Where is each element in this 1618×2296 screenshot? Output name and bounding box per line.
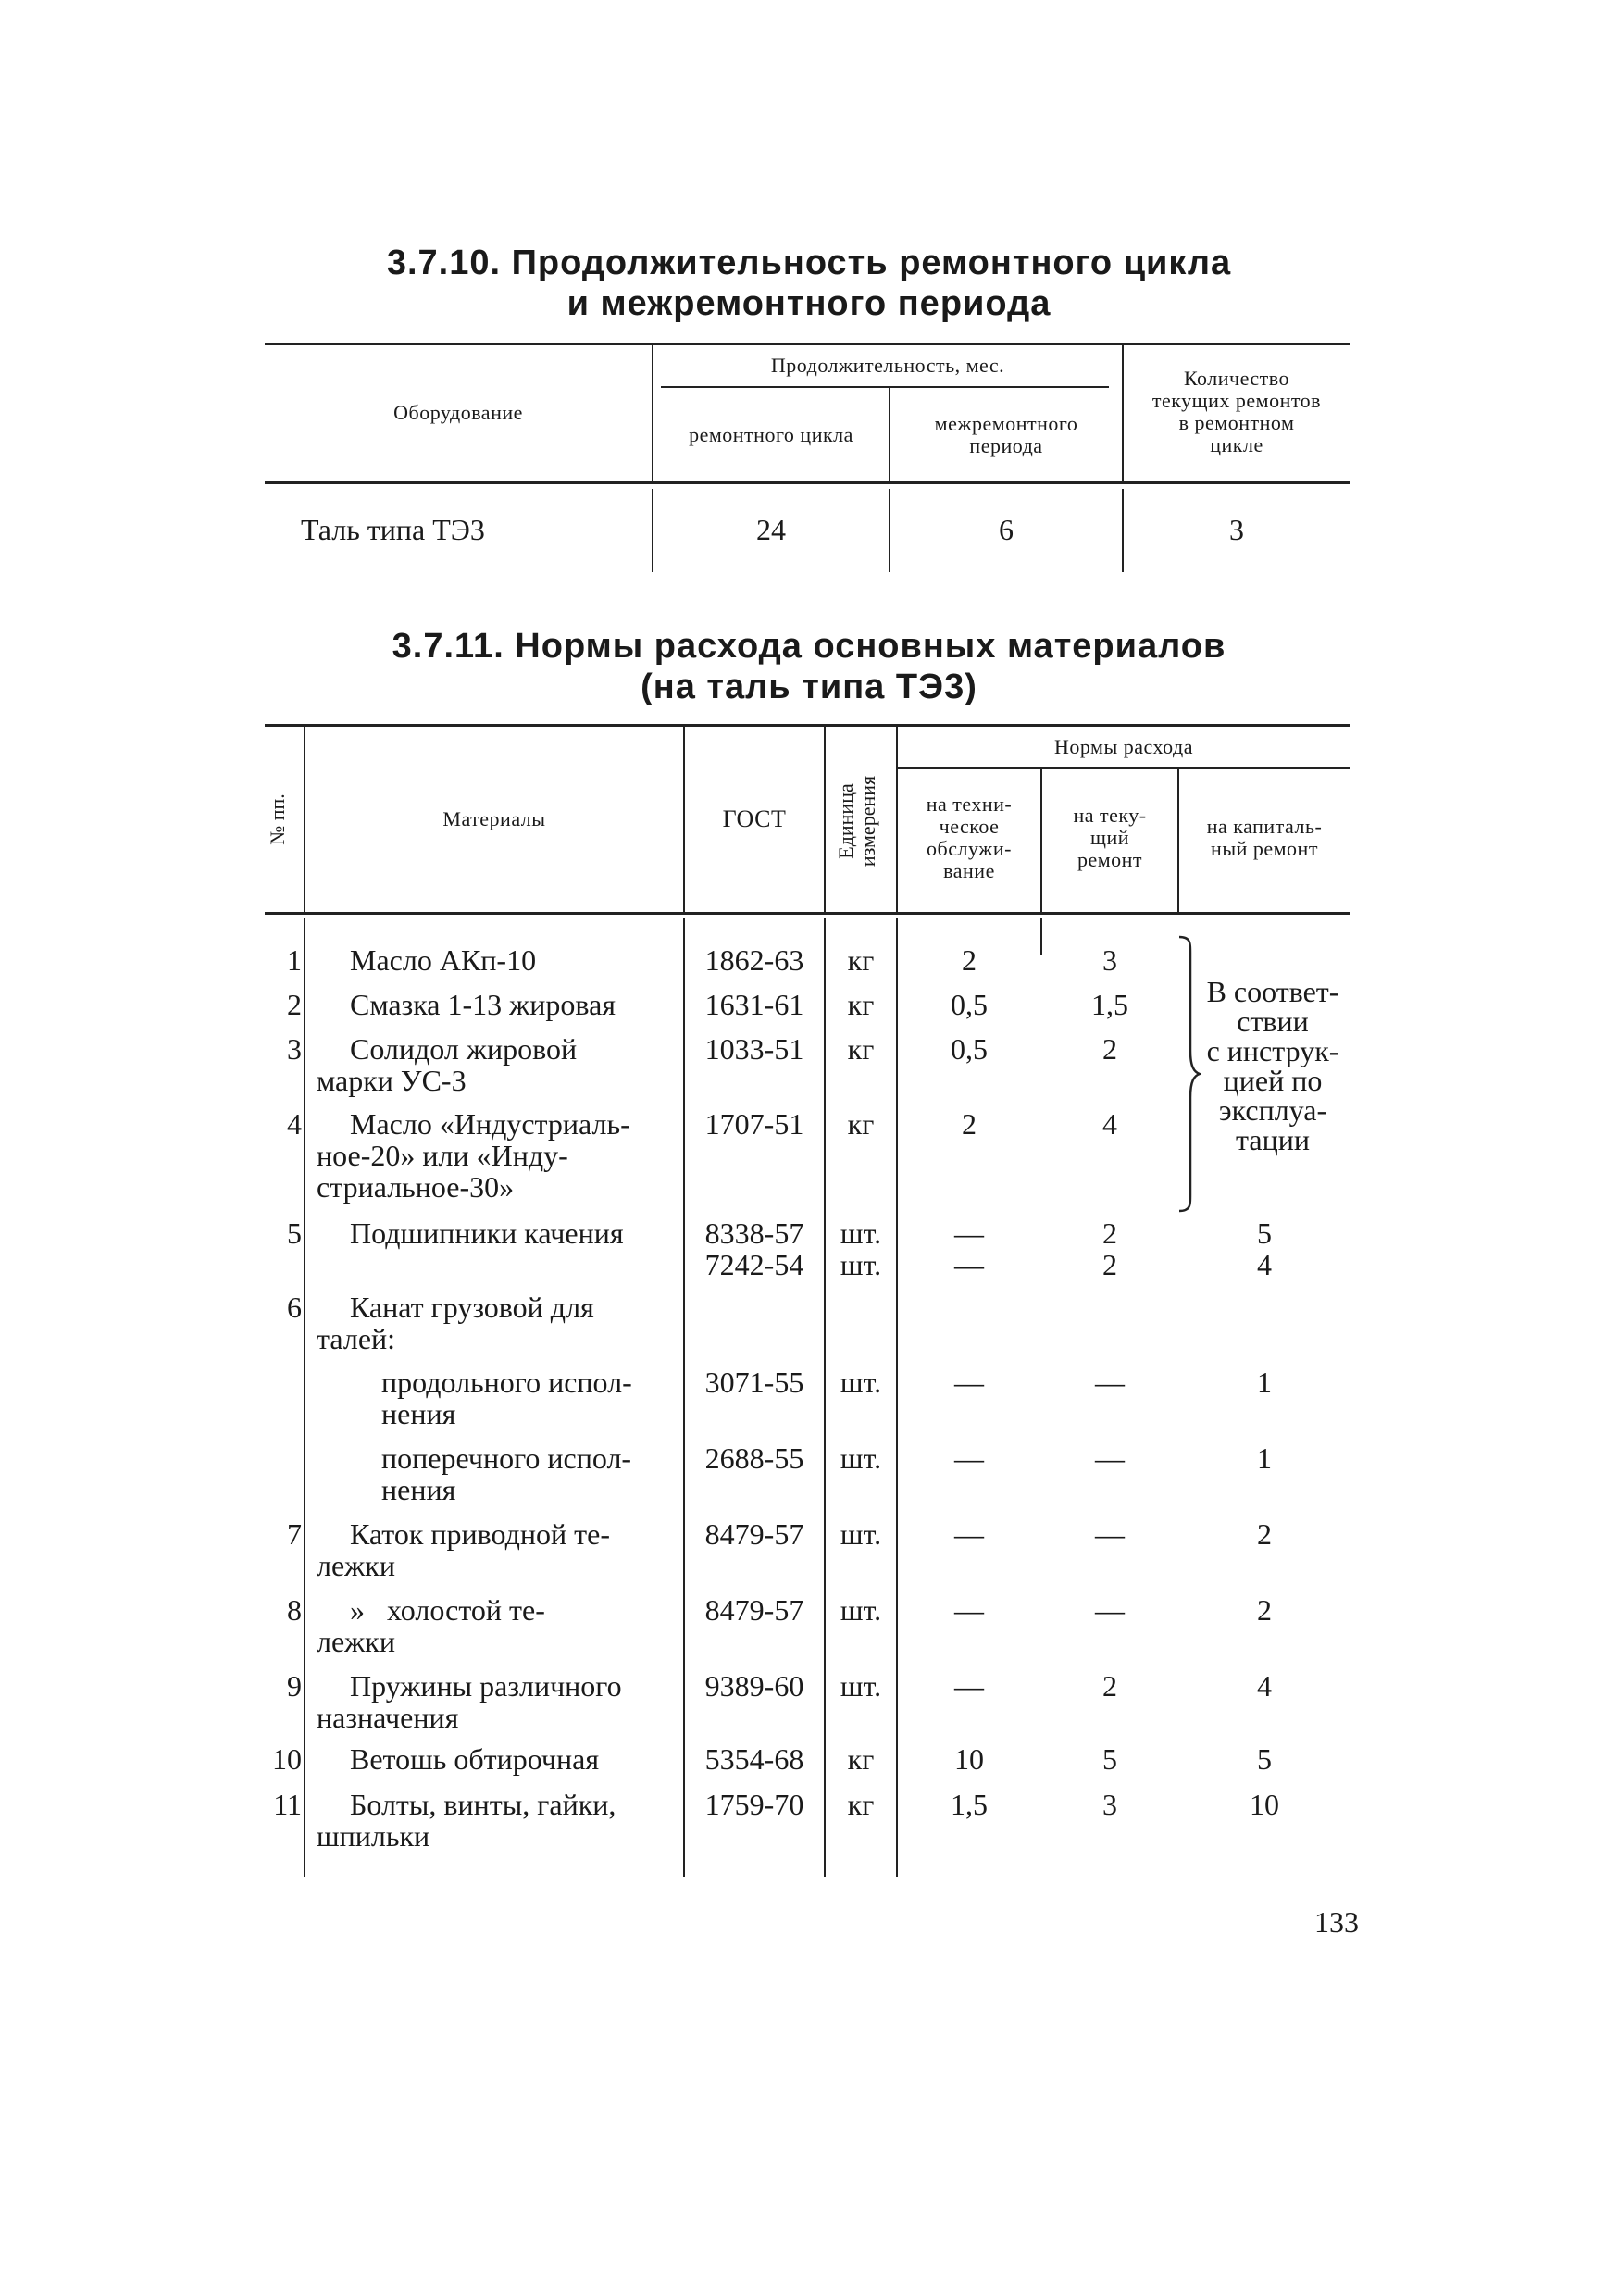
- row-material: шпильки: [317, 1819, 430, 1853]
- row-material: стриальное-30»: [317, 1170, 515, 1204]
- row-maint: 2: [962, 943, 977, 977]
- row-gost: 1759-70: [704, 1788, 804, 1821]
- brace-note: [1194, 977, 1351, 1154]
- row-current: 2: [1102, 1032, 1117, 1066]
- header-maintenance-line: вание: [943, 859, 995, 882]
- row-number: 8: [287, 1593, 302, 1627]
- row-number: 9: [287, 1669, 302, 1703]
- row-unit: кг: [847, 1032, 875, 1066]
- row-maint: 1,5: [951, 1788, 988, 1821]
- row-material: нения: [381, 1397, 456, 1430]
- header-no: № пп.: [266, 793, 289, 845]
- row-gost: 1033-51: [704, 1032, 804, 1066]
- row-gost: 9389-60: [704, 1669, 804, 1703]
- row-number: 7: [287, 1517, 302, 1551]
- brace-note-line: ствии: [1237, 1004, 1309, 1038]
- header-repair-cycle: ремонтного цикла: [689, 422, 853, 446]
- row-number: 10: [272, 1742, 302, 1776]
- header-maintenance-line: обслужи-: [927, 837, 1012, 860]
- row-gost: 1631-61: [704, 988, 804, 1021]
- table1-header-rule: [265, 481, 1350, 484]
- row-material: Болты, винты, гайки,: [350, 1788, 616, 1821]
- row-maint: 10: [954, 1742, 984, 1776]
- row-material: Масло АКп-10: [350, 943, 537, 977]
- row-capital: 1: [1257, 1366, 1272, 1399]
- row-current: —: [1095, 1517, 1125, 1551]
- row-material: лежки: [317, 1625, 395, 1658]
- row-material: талей:: [317, 1322, 396, 1355]
- row-current: 3: [1102, 943, 1117, 977]
- row-material: » холостой те-: [350, 1593, 545, 1627]
- header-capital-line: на капиталь-: [1206, 815, 1323, 838]
- header-unit-line: измерения: [856, 775, 879, 867]
- row-gost: 8338-57: [704, 1217, 804, 1250]
- row-current: 5: [1102, 1742, 1117, 1776]
- row-gost: 7242-54: [704, 1248, 804, 1281]
- row-gost: 8479-57: [704, 1593, 804, 1627]
- header-maintenance-line: ческое: [939, 815, 1000, 838]
- header-equipment: Оборудование: [393, 401, 523, 424]
- row-number: 11: [273, 1788, 302, 1821]
- row-unit: шт.: [840, 1441, 882, 1475]
- row-unit: кг: [847, 1788, 875, 1821]
- row-maint: —: [954, 1248, 984, 1281]
- row-capital: 10: [1250, 1788, 1279, 1821]
- section1-title-line2: и межремонтного периода: [566, 284, 1052, 323]
- row-unit: шт.: [840, 1593, 882, 1627]
- row-material: Пружины различного: [350, 1669, 622, 1703]
- row-capital: 5: [1257, 1217, 1272, 1250]
- row-current: 2: [1102, 1669, 1117, 1703]
- row-unit: шт.: [840, 1366, 882, 1399]
- section2-title-line2: (на таль типа ТЭ3): [641, 668, 977, 706]
- row-maint: —: [954, 1217, 984, 1250]
- row-capital: 2: [1257, 1517, 1272, 1551]
- row-material: Канат грузовой для: [350, 1291, 594, 1324]
- row-gost: 8479-57: [704, 1517, 804, 1551]
- row-number: 6: [287, 1291, 302, 1324]
- row-number: 4: [287, 1107, 302, 1141]
- row-material: назначения: [317, 1701, 459, 1734]
- row-equipment: Таль типа ТЭ3: [301, 513, 485, 546]
- row-material: лежки: [317, 1549, 395, 1582]
- row-maint: 0,5: [951, 1032, 988, 1066]
- header-maintenance-line: на техни-: [926, 792, 1013, 816]
- row-unit: кг: [847, 1742, 875, 1776]
- row-unit: шт.: [840, 1217, 882, 1250]
- row-unit: шт.: [840, 1248, 882, 1281]
- header-current-repairs-line: Количество: [1183, 367, 1290, 390]
- row-capital: 5: [1257, 1742, 1272, 1776]
- header-current-repairs-line: цикле: [1210, 433, 1263, 456]
- row-capital: 4: [1257, 1669, 1272, 1703]
- header-current-line: на теку-: [1073, 804, 1147, 827]
- row-maint: —: [954, 1366, 984, 1399]
- row-number: 2: [287, 988, 302, 1021]
- brace-note-line: с инструк-: [1206, 1034, 1339, 1067]
- header-current-repairs-line: в ремонтном: [1178, 411, 1295, 434]
- row-material: Ветошь обтирочная: [350, 1742, 600, 1776]
- row-current: —: [1095, 1366, 1125, 1399]
- page-number: 133: [1314, 1905, 1359, 1939]
- header-current: [1042, 792, 1177, 884]
- header-materials: Материалы: [442, 807, 546, 830]
- header-current-line: щий: [1090, 826, 1129, 849]
- row-current: —: [1095, 1593, 1125, 1627]
- row-material: Масло «Индустриаль-: [350, 1107, 630, 1141]
- row-gost: 1707-51: [704, 1107, 804, 1141]
- row-current: 2: [1102, 1248, 1117, 1281]
- row-unit: кг: [847, 943, 875, 977]
- row-current: 3: [1102, 1788, 1117, 1821]
- row-capital: 1: [1257, 1441, 1272, 1475]
- header-interrepair-line: периода: [969, 434, 1043, 457]
- brace-note-line: эксплуа-: [1218, 1093, 1327, 1127]
- row-capital: 4: [1257, 1248, 1272, 1281]
- header-interrepair-line: межремонтного: [934, 412, 1078, 435]
- row-gost: 5354-68: [704, 1742, 804, 1776]
- header-current-repairs: [1124, 356, 1350, 468]
- row-number: 3: [287, 1032, 302, 1066]
- header-current-line: ремонт: [1077, 848, 1143, 871]
- row-gost: 2688-55: [704, 1441, 804, 1475]
- row-material: поперечного испол-: [381, 1441, 632, 1475]
- header-gost: ГОСТ: [722, 805, 787, 832]
- header-capital-line: ный ремонт: [1211, 837, 1318, 860]
- table2-header-rule: [265, 912, 1350, 915]
- header-capital: [1179, 805, 1350, 870]
- row-number: 5: [287, 1217, 302, 1250]
- header-unit-line: Единица: [834, 783, 857, 859]
- row-maint: 2: [962, 1107, 977, 1141]
- row-current: 1,5: [1091, 988, 1128, 1021]
- row-capital: 2: [1257, 1593, 1272, 1627]
- row-maint: —: [954, 1593, 984, 1627]
- brace-note-line: цией по: [1223, 1064, 1323, 1097]
- row-material: Солидол жировой: [350, 1032, 578, 1066]
- table2-vrule: [824, 727, 826, 912]
- row-gost: 3071-55: [704, 1366, 804, 1399]
- row-material: Подшипники качения: [350, 1217, 624, 1250]
- row-material: Каток приводной те-: [350, 1517, 610, 1551]
- row-material: марки УС-3: [317, 1064, 467, 1097]
- row-current: 4: [1102, 1107, 1117, 1141]
- header-duration-group: Продолжительность, мес.: [770, 353, 1005, 377]
- section1-title-line1: 3.7.10. Продолжительность ремонтного цикла: [386, 243, 1232, 282]
- row-interrepair-period: 6: [999, 513, 1014, 546]
- row-unit: кг: [847, 1107, 875, 1141]
- row-material: ное-20» или «Инду-: [317, 1139, 568, 1172]
- row-material: продольного испол-: [381, 1366, 632, 1399]
- row-unit: шт.: [840, 1517, 882, 1551]
- row-gost: 1862-63: [704, 943, 804, 977]
- row-material: нения: [381, 1473, 456, 1506]
- header-maintenance: [898, 782, 1040, 893]
- header-current-repairs-line: текущих ремонтов: [1151, 389, 1322, 412]
- brace-note-line: тации: [1236, 1123, 1310, 1156]
- row-number: 1: [287, 943, 302, 977]
- row-maint: —: [954, 1441, 984, 1475]
- row-current: 2: [1102, 1217, 1117, 1250]
- table2-vrule: [304, 918, 305, 1877]
- row-material: Смазка 1-13 жировая: [350, 988, 616, 1021]
- row-current: —: [1095, 1441, 1125, 1475]
- row-current-repairs: 3: [1229, 513, 1244, 546]
- header-norms-group: Нормы расхода: [1054, 735, 1193, 758]
- row-unit: шт.: [840, 1669, 882, 1703]
- header-interrepair-period: [890, 398, 1122, 472]
- table2-group-rule: [898, 767, 1350, 769]
- brace-note-line: В соответ-: [1206, 975, 1339, 1008]
- row-maint: —: [954, 1669, 984, 1703]
- section2-title-line1: 3.7.11. Нормы расхода основных материалов: [392, 627, 1226, 666]
- header-unit: [835, 729, 885, 914]
- row-maint: 0,5: [951, 988, 988, 1021]
- row-repair-cycle: 24: [756, 513, 786, 546]
- row-unit: кг: [847, 988, 875, 1021]
- row-maint: —: [954, 1517, 984, 1551]
